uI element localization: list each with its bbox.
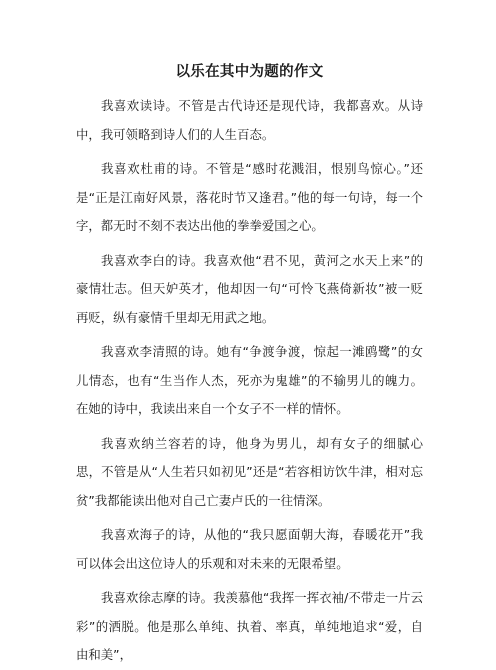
paragraph-5: 我喜欢纳兰容若的诗，他身为男儿，却有女子的细腻心思，不管是从“人生若只如初见”还是“若容相访饮牛津，相对忘贫”我都能读出他对自己亡妻卢氏的一往情深。 <box>76 435 423 508</box>
paragraph-1: 我喜欢读诗。不管是古代诗还是现代诗，我都喜欢。从诗中，我可领略到诗人们的人生百态。 <box>76 98 423 142</box>
document-title: 以乐在其中为题的作文 <box>175 64 324 80</box>
paragraph-4: 我喜欢李清照的诗。她有“争渡争渡，惊起一滩鸥鹭”的女儿情态，也有“生当作人杰，死亦为鬼雄”的不输男儿的魄力。在她的诗中，我读出来自一个女子不一样的情怀。 <box>76 344 423 416</box>
paragraph-7: 我喜欢徐志摩的诗。我羡慕他“我挥一挥衣袖/不带走一片云彩”的洒脱。他是那么单纯、执着、率真，单纯地追求“爱，自由和美”， <box>76 590 423 662</box>
paragraph-2: 我喜欢杜甫的诗。不管是“感时花溅泪，恨别鸟惊心。”还是“正是江南好风景，落花时节又逢君。”他的每一句诗，每一个字，都无时不刻不表达出他的拳拳爱国之心。 <box>76 161 423 233</box>
paragraph-6: 我喜欢海子的诗，从他的“我只愿面朝大海，春暖花开”我可以体会出这位诗人的乐观和对未来的无限希望。 <box>76 527 423 571</box>
paragraph-3: 我喜欢李白的诗。我喜欢他“君不见，黄河之水天上来”的豪情壮志。但天妒英才，他却因一句“可怜飞燕倚新妆”被一贬再贬，纵有豪情千里却无用武之地。 <box>76 252 423 325</box>
